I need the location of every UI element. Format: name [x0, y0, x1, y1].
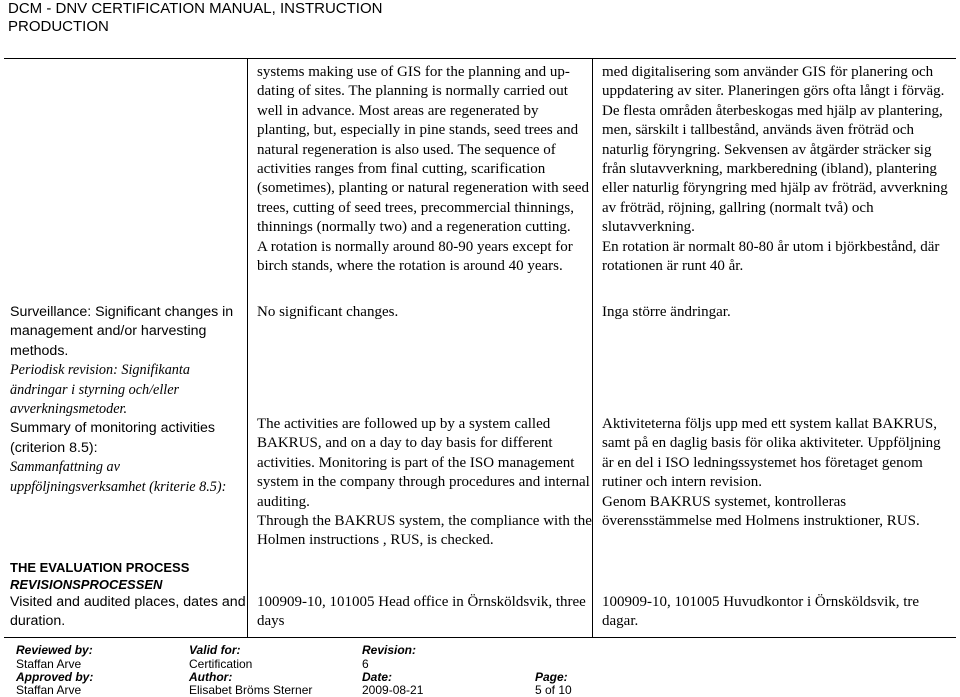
footer-page-label: Page:	[535, 670, 568, 684]
monitoring-label-english: Summary of monitoring activities (criterion 8.5):	[10, 420, 215, 456]
footer-approved-by-label: Approved by:	[16, 670, 94, 684]
footer-valid-for: Certification	[189, 657, 253, 671]
footer-revision: 6	[362, 657, 369, 671]
surveillance-english: No significant changes.	[257, 304, 399, 320]
evaluation-label: Visited and audited places, dates and duration.	[10, 594, 246, 630]
sites-swedish-text: med digitalisering som använder GIS för planering och uppdatering av siter. Planeringen görs ofta långt i förväg. De flesta områden återbeskogas med hjälp av plantering, men, särskilt i tallbestånd, används även fröträd och naturlig föryngring. Sekvensen av åtgärder sträcker sig från slutavverkning, markberedning (ibland), plantering eller naturlig föryngring med hjälp av fröträd, avverkning av fröträd, röjning, gallring (normalt två) och slutavverkning.	[602, 64, 948, 236]
monitoring-swedish-text: Aktiviteterna följs upp med ett system kallat BAKRUS, samt på en daglig basis för olika aktiviteter. Uppföljning är en del i ISO ledningssystemet hos företaget genom rutiner och intern revision.	[602, 416, 941, 491]
document-header	[8, 0, 382, 36]
column-divider	[247, 59, 248, 637]
monitoring-swedish-compliance: Genom BAKRUS systemet, kontrolleras överensstämmelse med Holmens instruktioner, RUS.	[602, 493, 920, 530]
footer-date-label: Date:	[362, 670, 393, 684]
footer-valid-for-label: Valid for:	[189, 643, 241, 657]
monitoring-cell-english	[257, 415, 593, 551]
footer-approved-by: Staffan Arve	[16, 683, 82, 697]
footer-date: 2009-08-21	[362, 683, 424, 697]
surveillance-label-english: Surveillance: Significant changes in management and/or harvesting methods.	[10, 304, 234, 359]
content-table	[4, 58, 956, 638]
sites-cell-swedish	[602, 63, 952, 276]
monitoring-english-compliance: Through the BAKRUS system, the compliance with the Holmen instructions , RUS, is checked.	[257, 513, 592, 549]
sites-english-sequence: The sequence of activities ranges from final cutting, scarification (sometimes), planting or natural regeneration with seed trees, cutting of seed trees, precommercial thinnings, thinnings (normally two) and a regeneration cutting.	[257, 141, 589, 236]
footer-author: Elisabet Bröms Sterner	[189, 683, 313, 697]
header-subtitle: PRODUCTION	[8, 18, 109, 35]
footer-reviewed-by-label: Reviewed by:	[16, 643, 93, 657]
evaluation-swedish: 100909-10, 101005 Huvudkontor i Örnsköldsvik, tre dagar.	[602, 594, 920, 630]
monitoring-label-swedish: Sammanfattning av uppföljningsverksamhet (kriterie 8.5):	[10, 459, 227, 495]
evaluation-label-cell	[10, 559, 246, 632]
surveillance-label-swedish: Periodisk revision: Signifikanta ändringar i styrning och/eller avverkningsmetoder.	[10, 362, 190, 418]
surveillance-swedish: Inga större ändringar.	[602, 304, 731, 320]
footer-page: 5 of 10	[535, 683, 572, 697]
header-title: DCM - DNV CERTIFICATION MANUAL, INSTRUCTION	[8, 0, 383, 17]
sites-cell-english	[257, 63, 593, 276]
monitoring-cell-swedish	[602, 415, 952, 531]
document-footer	[0, 640, 960, 695]
evaluation-heading-english: THE EVALUATION PROCESS	[10, 560, 190, 575]
evaluation-english: 100909-10, 101005 Head office in Örnsköldsvik, three days	[257, 594, 586, 630]
sites-english-text: systems making use of GIS for the planning and up-dating of sites. The planning is normally carried out well in advance. Most areas are regenerated by planting, but, especially in pine stands, seed trees and natural regeneration is also used.	[257, 64, 579, 158]
evaluation-heading-swedish: REVISIONSPROCESSEN	[10, 577, 163, 592]
sites-english-rotation: A rotation is normally around 80-90 years except for birch stands, where the rotation is around 40 years.	[257, 238, 573, 275]
footer-reviewed-by: Staffan Arve	[16, 657, 82, 671]
monitoring-english-text: The activities are followed up by a system called BAKRUS, and on a day to day basis for different activities. Monitoring is part of the ISO management system in the company through procedures and internal auditing.	[257, 416, 590, 510]
footer-author-label: Author:	[189, 670, 233, 684]
surveillance-label-cell	[10, 303, 246, 497]
footer-revision-label: Revision:	[362, 643, 417, 657]
sites-swedish-rotation: En rotation är normalt 80-80 år utom i björkbestånd, där rotationen är runt 40 år.	[602, 238, 940, 275]
